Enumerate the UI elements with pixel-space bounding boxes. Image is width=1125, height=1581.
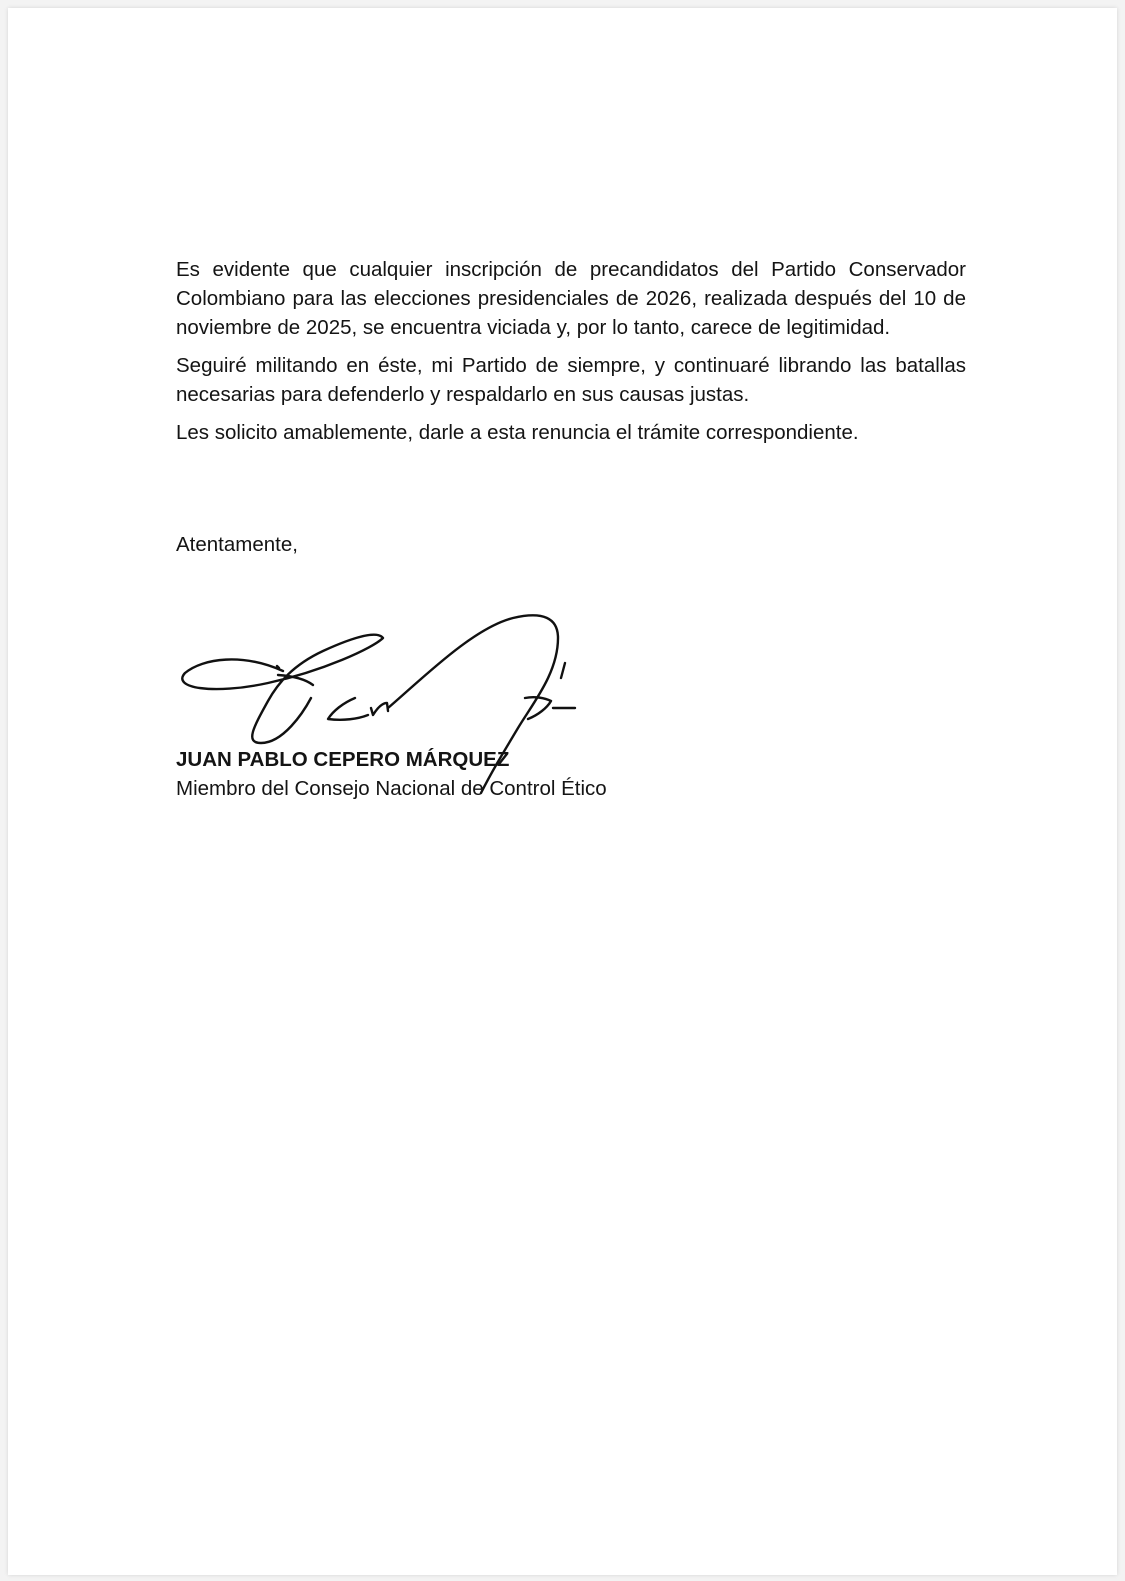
signer-name: JUAN PABLO CEPERO MÁRQUEZ	[176, 748, 510, 771]
paragraph-request: Les solicito amablemente, darle a esta renuncia el trámite correspondiente.	[176, 421, 859, 444]
paragraph-legitimacy: Es evidente que cualquier inscripción de precandidatos del Partido Conservador Colombiano para las elecciones presidenciales de 2026, realizada después del 10 de noviembre de 2025, se encuentra viciada y, por lo tanto, carece de legitimidad.	[176, 258, 966, 339]
closing-salutation: Atentamente,	[176, 533, 298, 556]
letter-page	[8, 8, 1117, 1575]
signer-title: Miembro del Consejo Nacional de Control Ético	[176, 777, 607, 800]
paragraph-militancy: Seguiré militando en éste, mi Partido de siempre, y continuaré librando las batallas necesarias para defenderlo y respaldarlo en sus causas justas.	[176, 354, 966, 406]
letter-body	[176, 255, 966, 456]
